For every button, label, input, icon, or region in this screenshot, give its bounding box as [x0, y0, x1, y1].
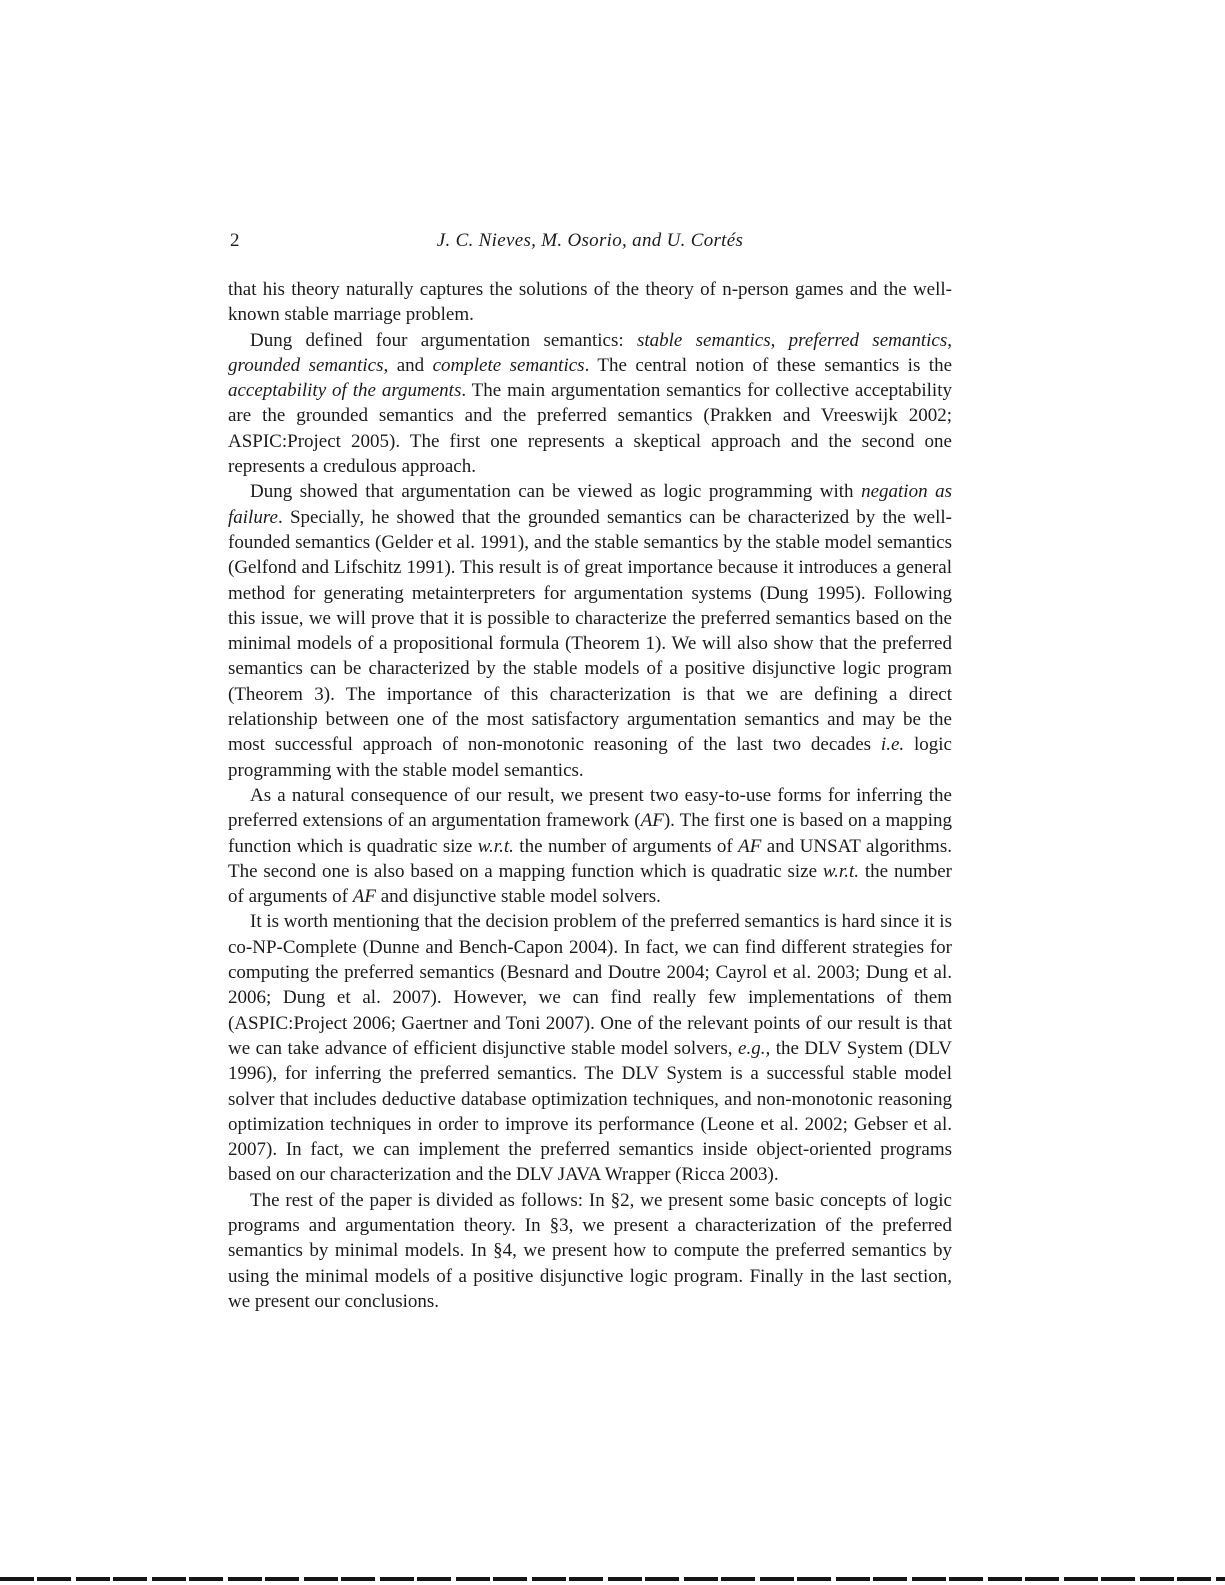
text-run: the DLV System (DLV 1996), for inferring the preferred semantics. The DLV System is a successful stable model solver that includes deductive database optimization techniques, and non-monotonic reasoning optimization techniques in order to improve its performance (Leone et al. 2002; Gebser et al. 2007). In fact, we can implement the preferred semantics inside object-oriented programs based on our characterization and the DLV JAVA Wrapper (Ricca 2003).: [228, 1037, 952, 1186]
paragraph: [228, 277, 952, 328]
text-run: ). The first one is based on a mapping function which is quadratic size: [228, 810, 953, 857]
text-run: The rest of the paper is divided as follows: In §2, we present some basic concepts of logic programs and argumentation theory. In §3, we present a characterization of the preferred semantics by minimal models. In §4, we present how to compute the preferred semantics by using the minimal models of a positive disjunctive logic program. Finally in the last section, we present our conclusions.: [228, 1189, 952, 1312]
text-run: . The main argumentation semantics for collective acceptability are the grounded semantics and the preferred semantics (Prakken and Vreeswijk 2002; ASPIC:Project 2005). The first one represents a skeptical approach and the second one represents a credulous approach.: [228, 380, 952, 478]
paragraph: [228, 479, 952, 783]
text-run: As a natural consequence of our result, we present two easy-to-use forms for inferring the preferred extensions of an argumentation framework (: [228, 784, 952, 832]
text-run: . Specially, he showed that the grounded semantics can be characterized by the well-founded semantics (Gelder et al. 1991), and the stable semantics by the stable model semantics (Gelfond and Lifschitz 1991). This result is of great importance because it introduces a general method for generating metainterpreters for argumentation systems (Dung 1995). Following this issue, we will prove that it is possible to characterize the preferred semantics based on the minimal models of a propositional formula (Theorem 1). We will also show that the preferred semantics can be characterized by the stable models of a positive disjunctive logic program (Theorem 3). The importance of this characterization is that we are defining a direct relationship between one of the most satisfactory argumentation semantics and may be the most successful approach of non-monotonic reasoning of the last two decades: [228, 506, 952, 756]
text-run: the number of arguments of: [513, 835, 739, 857]
scan-artifact-line: [0, 1577, 1225, 1581]
page-number: 2: [230, 230, 240, 251]
text-run: that his theory naturally captures the solutions of the theory of n-person games and the well-known stable marriage problem.: [228, 279, 952, 326]
italic-text-run: grounded semantics: [228, 354, 384, 376]
text-run: Dung showed that argumentation can be viewed as logic programming with: [250, 481, 862, 503]
text-run: It is worth mentioning that the decision problem of the preferred semantics is hard since it is co-NP-Complete (Dunne and Bench-Capon 2004). In fact, we can find different strategies for computing the preferred semantics (Besnard and Doutre 2004; Cayrol et al. 2003; Dung et al. 2006; Dung et al. 2007). However, we can find really few implementations of them (ASPIC:Project 2006; Gaertner and Toni 2007). One of the relevant points of our result is that we can take advance of efficient disjunctive stable model solvers,: [228, 911, 952, 1059]
text-run: Dung defined four argumentation semantics:: [250, 329, 637, 351]
page-header: [228, 229, 952, 253]
italic-text-run: AF: [352, 886, 376, 908]
text-run: and UNSAT algorithms. The second one is also based on a mapping function which is quadratic size: [228, 835, 952, 882]
italic-text-run: complete semantics: [432, 354, 585, 376]
italic-text-run: preferred semantics: [788, 329, 948, 351]
text-run: . The central notion of these semantics is the: [584, 354, 952, 376]
paragraph: [228, 1188, 952, 1314]
text-run: , and: [383, 354, 433, 376]
running-header-authors: J. C. Nieves, M. Osorio, and U. Cortés: [436, 230, 744, 251]
italic-text-run: acceptability of the arguments: [228, 380, 462, 402]
italic-text-run: AF: [640, 810, 664, 832]
paragraph: [228, 783, 952, 909]
text-run: and disjunctive stable model solvers.: [375, 886, 661, 908]
italic-text-run: e.g.,: [738, 1037, 771, 1059]
italic-text-run: w.r.t.: [822, 860, 860, 882]
text-run: ,: [770, 329, 789, 351]
italic-text-run: stable semantics: [636, 329, 771, 351]
italic-text-run: AF: [738, 835, 762, 857]
italic-text-run: i.e.: [880, 734, 905, 756]
paragraph: [228, 328, 952, 480]
text-run: the number of arguments of: [228, 860, 952, 908]
text-run: logic programming with the stable model semantics.: [228, 734, 952, 781]
text-run: ,: [947, 329, 952, 351]
italic-text-run: w.r.t.: [477, 835, 514, 857]
paragraph: [228, 909, 952, 1187]
italic-text-run: negation as failure: [228, 481, 952, 528]
article-body: [228, 277, 952, 1314]
